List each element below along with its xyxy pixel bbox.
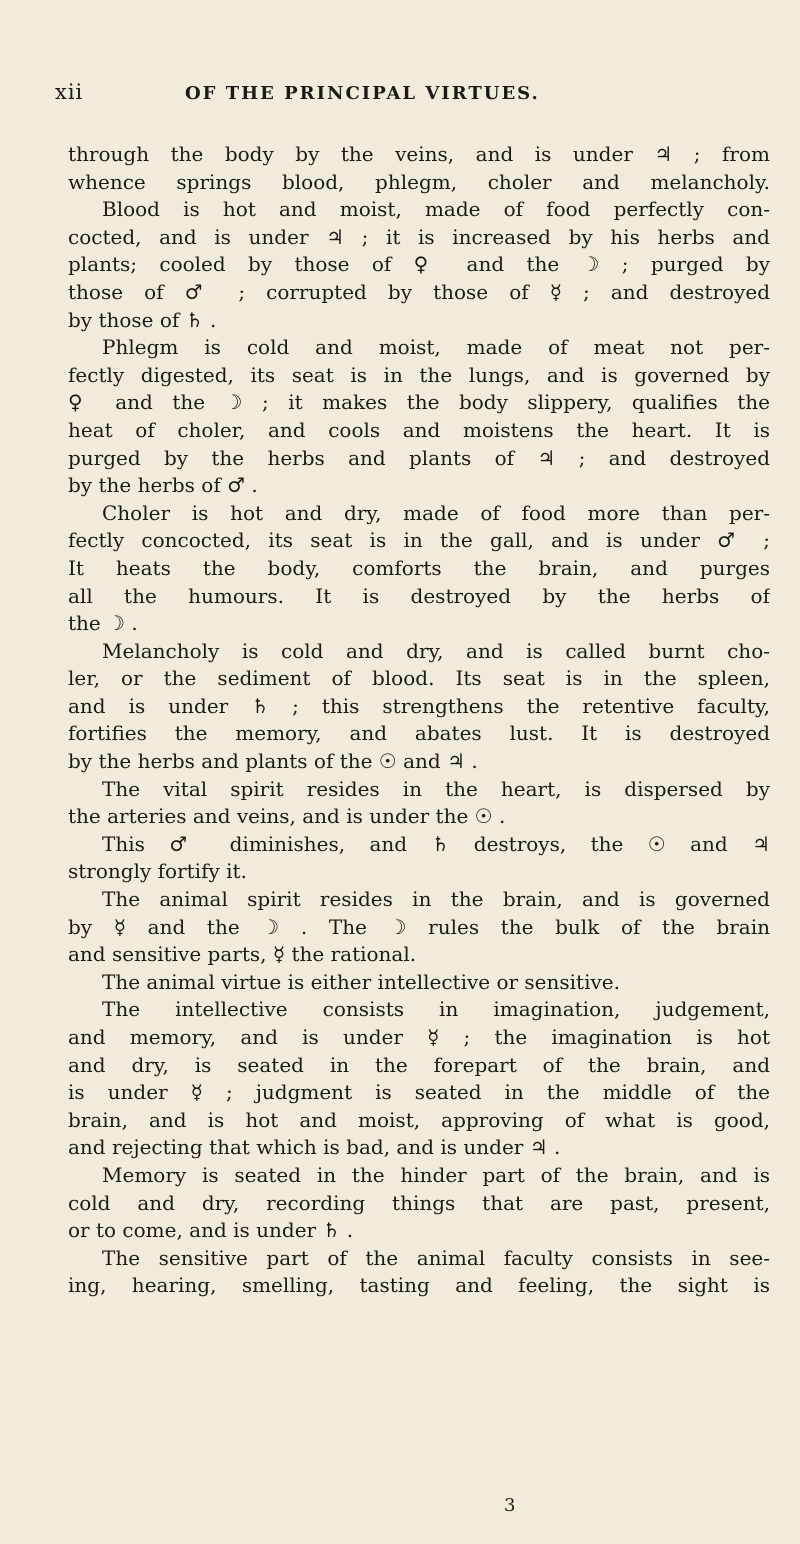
text-line: Choler is hot and dry, made of food more than per- <box>102 500 770 525</box>
text-line: and sensitive parts, ☿ the rational. <box>68 942 417 967</box>
text-line: plants; cooled by those of ♀ and the ☽ ; purged by <box>68 252 770 277</box>
text-line: Phlegm is cold and moist, made of meat not per- <box>102 335 770 360</box>
text-line: the arteries and veins, and is under the ☉ . <box>68 804 506 829</box>
text-line: whence springs blood, phlegm, choler and melancholy. <box>68 169 770 194</box>
text-line: The animal virtue is either intellective or sensitive. <box>102 969 620 994</box>
text-line: fectly digested, its seat is in the lungs, and is governed by <box>68 362 770 387</box>
text-line: cocted, and is under ♃ ; it is increased by his herbs and <box>68 224 770 249</box>
text-line: ♀ and the ☽ ; it makes the body slippery, qualifies the <box>68 390 770 415</box>
text-line: by the herbs and plants of the ☉ and ♃ . <box>68 749 478 774</box>
text-line: those of ♂ ; corrupted by those of ☿ ; and destroyed <box>68 279 770 304</box>
text-line: Memory is seated in the hinder part of the brain, and is <box>102 1162 770 1187</box>
text-line: and dry, is seated in the forepart of the brain, and <box>68 1052 770 1077</box>
text-line: by the herbs of ♂ . <box>68 473 258 498</box>
text-line: or to come, and is under ♄ . <box>68 1218 354 1243</box>
page-number: xii <box>55 80 84 104</box>
text-line: by those of ♄ . <box>68 307 217 332</box>
text-line: all the humours. It is destroyed by the herbs of <box>68 583 770 608</box>
text-line: through the body by the veins, and is under ♃ ; from <box>68 142 770 166</box>
text-line: brain, and is hot and moist, approving of what is good, <box>68 1107 770 1132</box>
text-line: The sensitive part of the animal faculty consists in see- <box>102 1245 770 1270</box>
text-line: The intellective consists in imagination, judgement, <box>102 997 770 1022</box>
running-head: OF THE PRINCIPAL VIRTUES. <box>185 83 540 104</box>
text-line: and is under ♄ ; this strengthens the retentive faculty, <box>68 693 770 718</box>
text-line: It heats the body, comforts the brain, and purges <box>68 555 770 580</box>
text-line: strongly fortify it. <box>68 859 247 884</box>
text-line: This ♂ diminishes, and ♄ destroys, the ☉ and ♃ <box>102 831 770 856</box>
text-line: Melancholy is cold and dry, and is called burnt cho- <box>102 638 770 663</box>
text-line: by ☿ and the ☽ . The ☽ rules the bulk of the brain <box>68 914 770 939</box>
text-line: The vital spirit resides in the heart, is dispersed by <box>102 776 770 801</box>
text-line: and memory, and is under ☿ ; the imagination is hot <box>68 1025 770 1049</box>
text-line: Blood is hot and moist, made of food perfectly con- <box>102 197 770 222</box>
text-line: is under ☿ ; judgment is seated in the middle of the <box>68 1080 770 1105</box>
body-text <box>68 141 770 1300</box>
text-line: The animal spirit resides in the brain, and is governed <box>102 887 770 912</box>
text-line: the ☽ . <box>68 611 138 636</box>
page-header <box>55 80 755 110</box>
text-line: ing, hearing, smelling, tasting and feeling, the sight is <box>68 1273 770 1298</box>
text-line: purged by the herbs and plants of ♃ ; and destroyed <box>68 445 770 470</box>
text-line: cold and dry, recording things that are past, present, <box>68 1190 770 1215</box>
text-line: fortifies the memory, and abates lust. It is destroyed <box>68 721 770 746</box>
text-line: ler, or the sediment of blood. Its seat is in the spleen, <box>68 666 770 691</box>
signature-mark: 3 <box>504 1495 516 1516</box>
text-line: fectly concocted, its seat is in the gall, and is under ♂ ; <box>68 528 770 553</box>
text-line: heat of choler, and cools and moistens the heart. It is <box>68 417 770 442</box>
text-line: and rejecting that which is bad, and is under ♃ . <box>68 1135 561 1160</box>
